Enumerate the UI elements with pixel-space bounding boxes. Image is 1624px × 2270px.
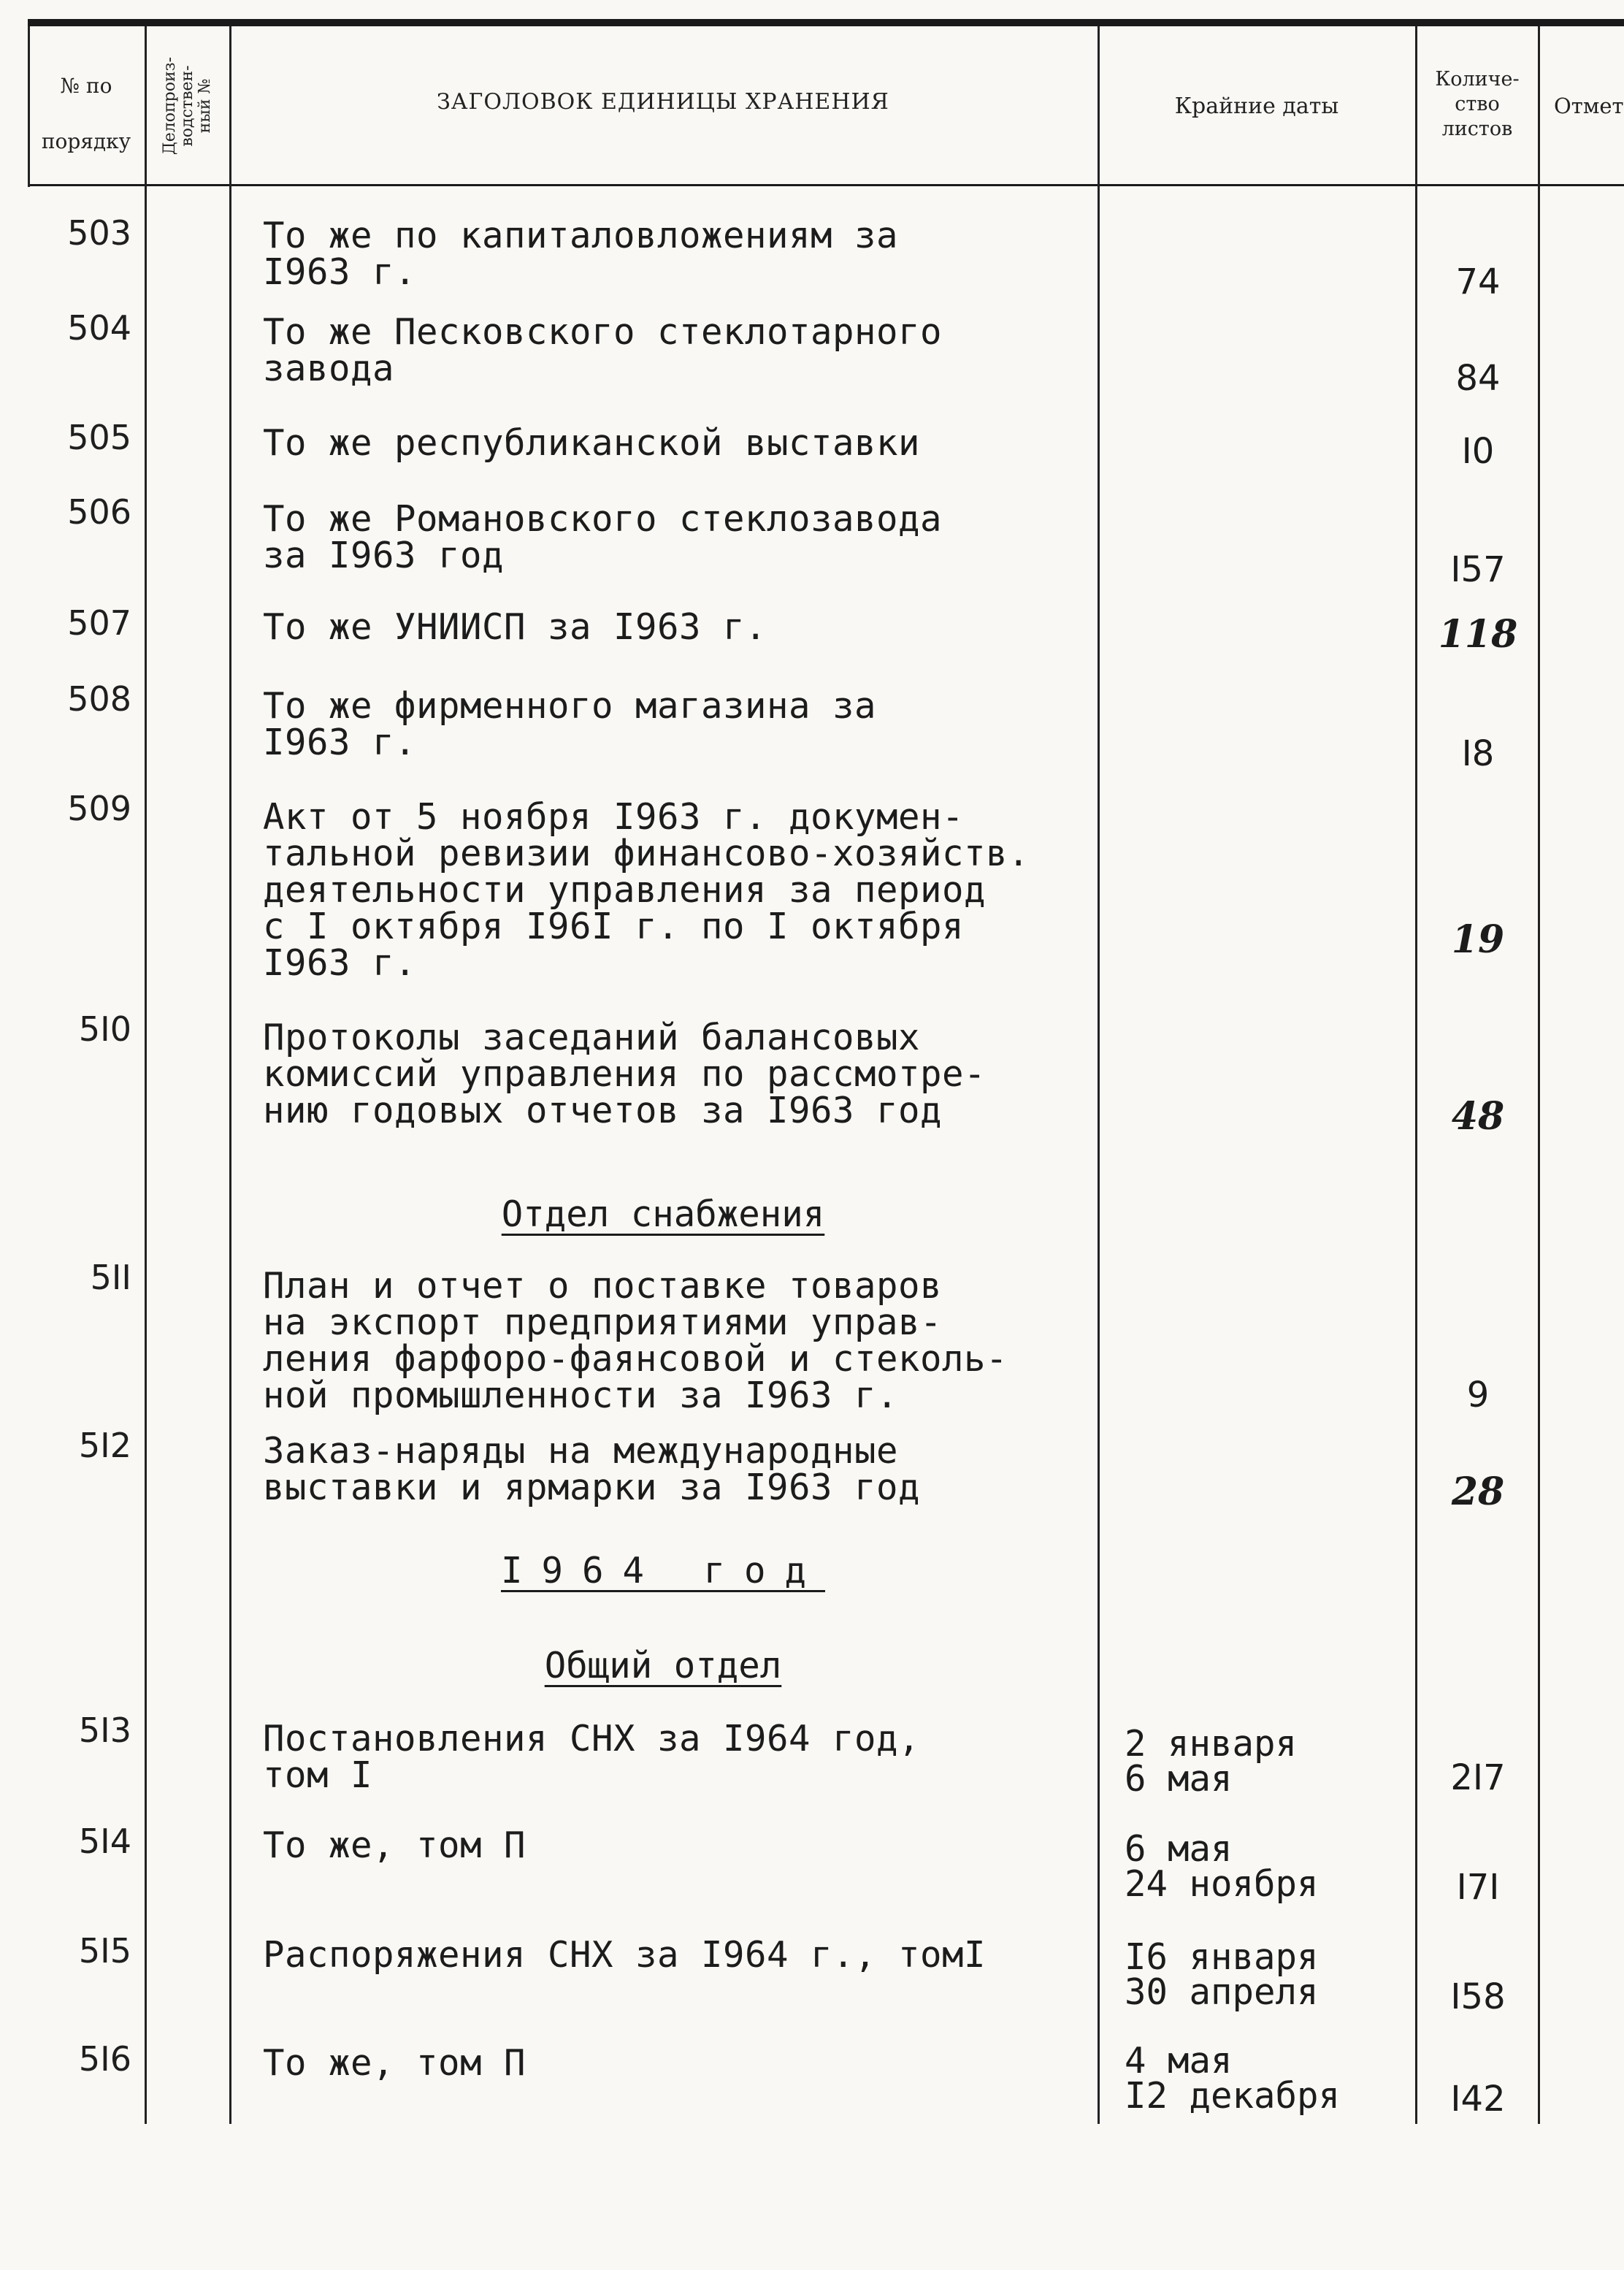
header-divider (28, 184, 1624, 186)
row-title: Акт от 5 ноября I963 г. докумен- тальной ревизии финансово-хозяйств. деятельности управления за период с I октября I96I г. по I октября I963 г. (263, 796, 1030, 984)
row-sheet-count: 9 (1466, 1375, 1490, 1415)
row-number: 5I3 (78, 1711, 131, 1750)
column-rule (145, 26, 147, 2124)
row-sheet-count: I7I (1456, 1867, 1500, 1908)
header-office-label: Делопроиз- водствен- ный № (161, 56, 214, 156)
row-sheet-count: 28 (1451, 1470, 1505, 1514)
row-sheet-count: I0 (1461, 431, 1495, 472)
row-number: 5I5 (78, 1931, 131, 1971)
row-title: Распоряжения СНХ за I964 г., томI (263, 1934, 987, 1976)
row-number: 5I6 (78, 2039, 131, 2079)
row-dates: 2 января 6 мая (1125, 1723, 1298, 1800)
section-heading-text: Общий отдел (544, 1645, 782, 1686)
row-sheet-count: 118 (1438, 612, 1518, 657)
row-sheet-count: I58 (1450, 1976, 1506, 2017)
row-title: То же Песковского стеклотарного завода (263, 311, 943, 389)
header-notes: Отмет (1554, 93, 1624, 118)
row-dates: 4 мая I2 декабря (1125, 2040, 1341, 2117)
section-heading-supply (232, 1193, 1094, 1235)
row-title: То же, том П (263, 2042, 526, 2084)
row-title: То же по капиталовложениям за I963 г. (263, 215, 899, 293)
row-number: 5II (90, 1258, 131, 1297)
header-sheet-count: Количе- ство листов (1435, 68, 1520, 140)
header-dates: Крайние даты (1174, 93, 1339, 119)
header-office-number (148, 29, 228, 183)
row-sheet-count: 2I7 (1450, 1757, 1506, 1798)
row-number: 503 (67, 213, 131, 253)
row-sheet-count: I8 (1461, 733, 1495, 774)
row-sheet-count: 48 (1451, 1094, 1505, 1139)
row-sheet-count: 74 (1455, 261, 1501, 302)
section-heading-general (232, 1645, 1094, 1686)
row-number: 5I0 (78, 1009, 131, 1049)
row-title: То же республиканской выставки (263, 422, 921, 464)
row-title: Постановления СНХ за I964 год, том I (263, 1718, 921, 1796)
row-title: То же Романовского стеклозавода за I963 год (263, 498, 943, 576)
row-number: 504 (67, 308, 131, 348)
row-title: То же фирменного магазина за I963 г. (263, 685, 877, 763)
section-heading-year (232, 1550, 1094, 1591)
row-number: 508 (67, 679, 131, 719)
row-number: 5I4 (78, 1822, 131, 1861)
row-title: То же, том П (263, 1824, 526, 1866)
column-rule (1415, 26, 1417, 2124)
row-sheet-count: 84 (1455, 358, 1501, 399)
row-number: 506 (67, 492, 131, 532)
section-heading-text: I964 год (500, 1550, 825, 1591)
header-title: ЗАГОЛОВОК ЕДИНИЦЫ ХРАНЕНИЯ (437, 89, 889, 115)
row-number: 507 (67, 603, 131, 643)
row-sheet-count: 19 (1451, 917, 1505, 962)
row-number: 509 (67, 789, 131, 828)
column-rule (229, 26, 231, 2124)
column-rule (1538, 26, 1540, 2124)
row-number: 5I2 (78, 1426, 131, 1465)
row-title: План и отчет о поставке товаров на экспорт предприятиями управ- ления фарфоро-фаянсовой и стеколь- ной промышленности за I963 г. (263, 1265, 1008, 1416)
row-sheet-count: I42 (1450, 2079, 1506, 2120)
row-title: Протоколы заседаний балансовых комиссий управления по рассмотре- нию годовых отчетов за I963 год (263, 1017, 987, 1131)
row-sheet-count: I57 (1450, 549, 1506, 590)
row-dates: 6 мая 24 ноября (1125, 1828, 1319, 1905)
row-number: 505 (67, 418, 131, 457)
section-heading-text: Отдел снабжения (501, 1193, 825, 1235)
top-rule (28, 19, 1624, 26)
row-title: Заказ-наряды на международные выставки и ярмарки за I963 год (263, 1430, 921, 1508)
header-number: № по порядку (41, 74, 131, 153)
row-dates: I6 января 30 апреля (1125, 1936, 1319, 2013)
row-title: То же УНИИСП за I963 г. (263, 606, 767, 648)
